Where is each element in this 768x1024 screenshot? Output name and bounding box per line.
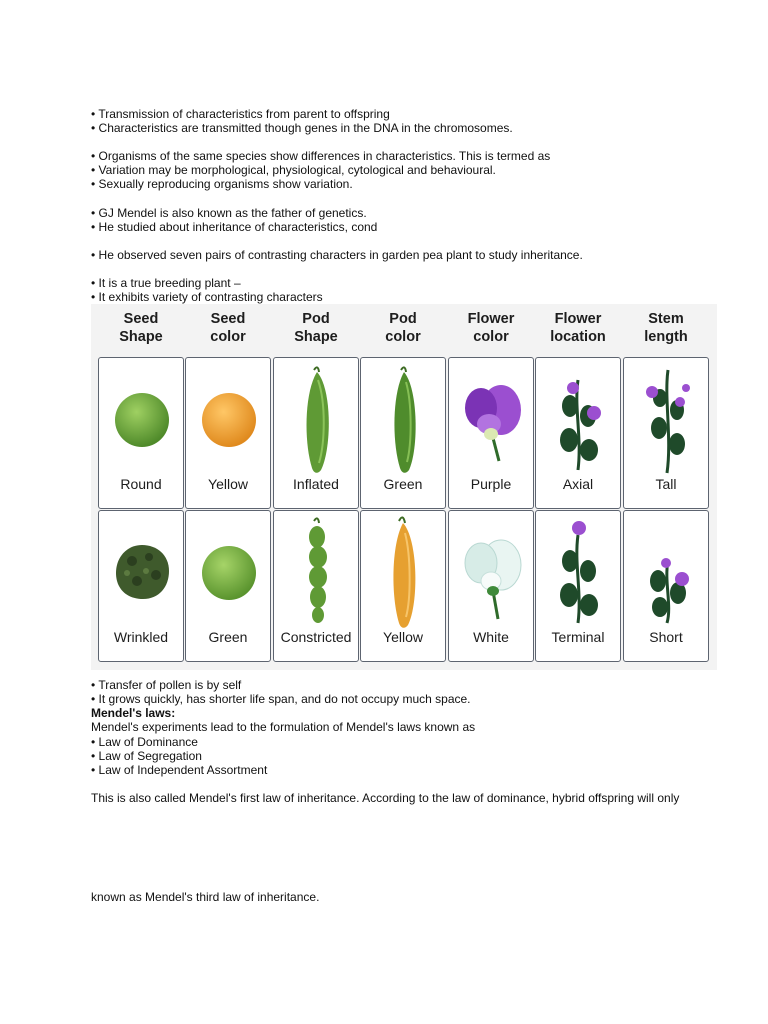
trait-label: Constricted: [280, 629, 352, 645]
trait-label: Purple: [470, 476, 512, 492]
trait-cell-yellow-pod: [360, 510, 446, 662]
text-line: • Sexually reproducing organisms show variation.: [91, 177, 353, 191]
trait-cell-yellow-seed: [185, 357, 271, 509]
trait-label: Axial: [562, 476, 594, 492]
text-line: • GJ Mendel is also known as the father of genetics.: [91, 206, 367, 220]
trait-cell-purple: [448, 357, 534, 509]
trait-cell-short: [623, 510, 709, 662]
trait-cell-white: [448, 510, 534, 662]
text-line: • He observed seven pairs of contrasting characters in garden pea plant to study inheritance.: [91, 248, 583, 262]
trait-cell-terminal: [535, 510, 621, 662]
text-line: • It exhibits variety of contrasting characters: [91, 290, 323, 304]
trait-cell-tall: [623, 357, 709, 509]
trait-cell-green-seed: [185, 510, 271, 662]
trait-cell-green-pod: [360, 357, 446, 509]
text-line: • It is a true breeding plant –: [91, 276, 241, 290]
text-line: • It grows quickly, has shorter life span, and do not occupy much space.: [91, 692, 471, 706]
trait-label: Wrinkled: [113, 629, 169, 645]
trait-label: Short: [649, 629, 683, 645]
text-line: • Characteristics are transmitted though genes in the DNA in the chromosomes.: [91, 121, 513, 135]
text-line: • Transfer of pollen is by self: [91, 678, 242, 692]
trait-cell-wrinkled: [98, 510, 184, 662]
trait-label: Green: [208, 629, 248, 645]
text-line: known as Mendel's third law of inheritance.: [91, 890, 320, 904]
text-line: • He studied about inheritance of characteristics, cond: [91, 220, 378, 234]
law-item: • Law of Independent Assortment: [91, 763, 268, 777]
text-line: Mendel's experiments lead to the formulation of Mendel's laws known as: [91, 720, 476, 734]
trait-label: Inflated: [293, 476, 339, 492]
trait-label: White: [473, 629, 509, 645]
trait-cell-round: [98, 357, 184, 509]
column-header: Pod color: [385, 311, 421, 345]
trait-label: Green: [383, 476, 423, 492]
column-header: Seed Shape: [119, 311, 163, 345]
trait-label: Tall: [655, 476, 677, 492]
text-line: • Organisms of the same species show differences in characteristics. This is termed as: [91, 149, 551, 163]
text-line: This is also called Mendel's first law of inheritance. According to the law of dominance, hybrid offspring will only: [91, 791, 680, 805]
column-header: Flower color: [467, 311, 515, 345]
trait-cell-axial: [535, 357, 621, 509]
contrasting-characters-figure: [91, 304, 717, 670]
trait-label: Terminal: [551, 629, 605, 645]
text-line: • Transmission of characteristics from parent to offspring: [91, 107, 390, 121]
column-header: Pod Shape: [294, 311, 338, 345]
trait-label: Round: [120, 476, 162, 492]
section-heading: Mendel's laws:: [91, 706, 176, 720]
column-header: Stem length: [644, 311, 688, 345]
trait-cell-inflated: [273, 357, 359, 509]
trait-label: Yellow: [208, 476, 248, 492]
law-item: • Law of Segregation: [91, 749, 202, 763]
column-header: Seed color: [210, 311, 246, 345]
trait-cell-constricted: [273, 510, 359, 662]
text-line: • Variation may be morphological, physiological, cytological and behavioural.: [91, 163, 496, 177]
trait-label: Yellow: [383, 629, 423, 645]
law-item: • Law of Dominance: [91, 735, 198, 749]
column-header: Flower location: [550, 311, 606, 345]
